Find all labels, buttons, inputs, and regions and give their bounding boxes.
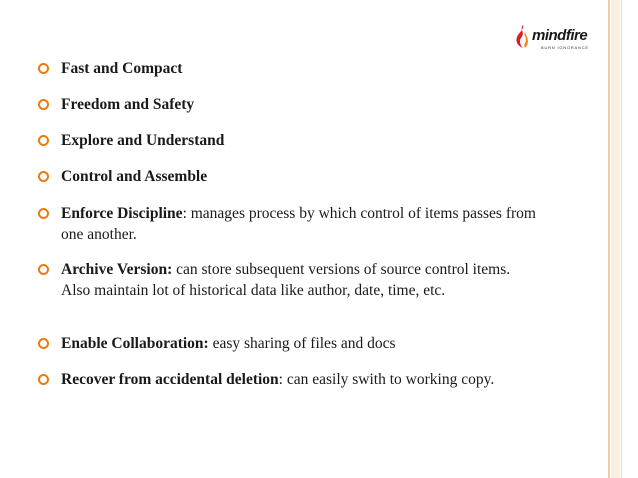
bullet-ring-icon [38,208,49,219]
bullet-text [61,369,541,390]
bullet-text [61,333,541,354]
bullet-ring-icon [38,374,49,385]
logo-tagline: BURN IGNORANCE [541,45,589,50]
decorative-stripe-line [608,0,610,478]
bullet-text [61,166,541,187]
bullet-title: Recover from accidental deletion [61,371,279,388]
bullet-title: Fast and Compact [61,60,183,77]
bullet-title: Enforce Discipline [61,205,183,222]
bullet-ring-icon [38,135,49,146]
bullet-ring-icon [38,171,49,182]
bullet-description: : manages process by which control of items passes from one another. [61,205,536,243]
bullet-description: : can easily swith to working copy. [278,371,495,388]
bullet-text [61,203,541,245]
bullet-text [61,58,541,79]
bullet-title: Archive Version: [61,261,173,278]
bullet-title: Enable Collaboration: [61,335,209,352]
bullet-ring-icon [38,264,49,275]
decorative-stripe-line [621,0,622,478]
bullet-ring-icon [38,63,49,74]
bullet-text [61,94,541,115]
bullet-ring-icon [38,99,49,110]
bullet-text [61,259,541,301]
bullet-title: Explore and Understand [61,132,225,149]
bullet-text [61,130,541,151]
logo-wordmark: mindfire [532,27,588,44]
decorative-stripe-band [611,0,620,478]
bullet-title: Freedom and Safety [61,96,195,113]
bullet-description: easy sharing of files and docs [208,335,396,352]
bullet-title: Control and Assemble [61,168,208,185]
bullet-description: can store subsequent versions of source control items. Also maintain lot of historical data like author, date, time, etc. [61,261,511,299]
bullet-ring-icon [38,338,49,349]
